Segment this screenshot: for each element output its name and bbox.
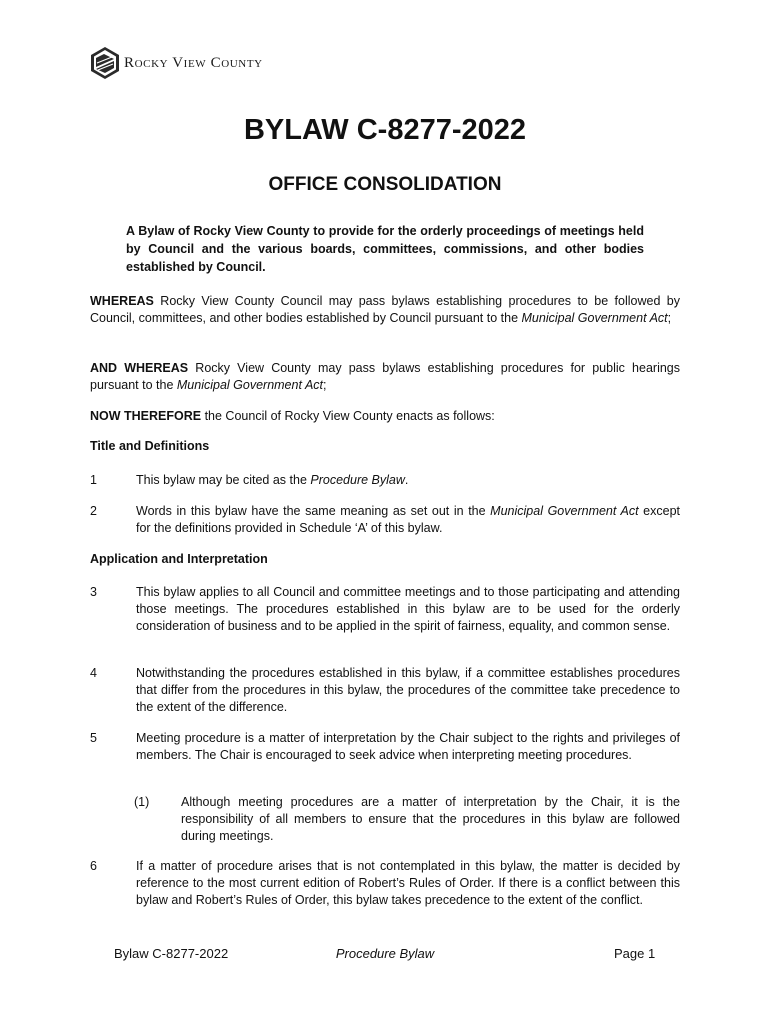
- clause-number: 5: [90, 731, 97, 745]
- clause-number: 4: [90, 666, 97, 680]
- clause-text: This bylaw applies to all Council and committee meetings and to those participating and attending those meetings. The procedures established in this bylaw are to be used for the orderly consideration of business and to be applied in the spirit of fairness, equality, and common sense.: [136, 585, 680, 633]
- section-heading-title-definitions: Title and Definitions: [90, 439, 210, 453]
- clause-text: Words in this bylaw have the same meaning as set out in the Municipal Government Act except for the definitions provided in Schedule ‘A’ of this bylaw.: [136, 504, 680, 535]
- subclause-number: (1): [134, 795, 150, 809]
- bylaw-preamble: A Bylaw of Rocky View County to provide for the orderly proceedings of meetings held by Council and the various boards, committees, commissions, and other bodies established by Council.: [126, 224, 644, 274]
- document-subtitle: OFFICE CONSOLIDATION: [268, 174, 502, 195]
- clause-text: Meeting procedure is a matter of interpretation by the Chair subject to the rights and privileges of members. The Chair is encouraged to seek advice when interpreting meeting procedures.: [136, 731, 680, 762]
- logo-text: Rocky View County: [124, 54, 263, 71]
- document-title: BYLAW C-8277-2022: [243, 114, 527, 146]
- rocky-view-county-logo-icon: [90, 46, 120, 80]
- clause-number: 6: [90, 859, 97, 873]
- county-logo: [90, 46, 263, 80]
- recital-lead: NOW THEREFORE: [90, 409, 202, 423]
- recital-and-whereas: AND WHEREAS Rocky View County may pass bylaws establishing procedures for public hearings pursuant to the Municipal Government Act;: [90, 361, 680, 392]
- recital-whereas: WHEREAS Rocky View County Council may pass bylaws establishing procedures to be followed by Council, committees, and other bodies established by Council pursuant to the Municipal Government Act;: [90, 294, 680, 325]
- recital-lead: AND WHEREAS: [90, 361, 189, 375]
- clause-text: If a matter of procedure arises that is not contemplated in this bylaw, the matter is decided by reference to the most current edition of Robert’s Rules of Order. If there is a conflict between this bylaw and Robert’s Rules of Order, this bylaw takes precedence to the extent of the conflict.: [136, 859, 680, 907]
- footer-document-name: Procedure Bylaw: [335, 946, 435, 961]
- recital-lead: WHEREAS: [90, 294, 154, 308]
- clause-number: 1: [90, 473, 97, 487]
- section-heading-application-interpretation: Application and Interpretation: [90, 552, 268, 566]
- footer-page-number: Page 1: [614, 946, 656, 961]
- footer-bylaw-number: Bylaw C-8277-2022: [114, 946, 229, 961]
- clause-text: This bylaw may be cited as the Procedure Bylaw.: [136, 473, 409, 487]
- clause-number: 2: [90, 504, 97, 518]
- recital-now-therefore: NOW THEREFORE the Council of Rocky View County enacts as follows:: [90, 409, 495, 423]
- subclause-text: Although meeting procedures are a matter of interpretation by the Chair, it is the responsibility of all members to ensure that the procedures in this bylaw are followed during meetings.: [181, 795, 680, 843]
- clause-text: Notwithstanding the procedures established in this bylaw, if a committee establishes procedures that differ from the procedures in this bylaw, the procedures of the committee take precedence to the extent of the difference.: [136, 666, 680, 714]
- clause-number: 3: [90, 585, 97, 599]
